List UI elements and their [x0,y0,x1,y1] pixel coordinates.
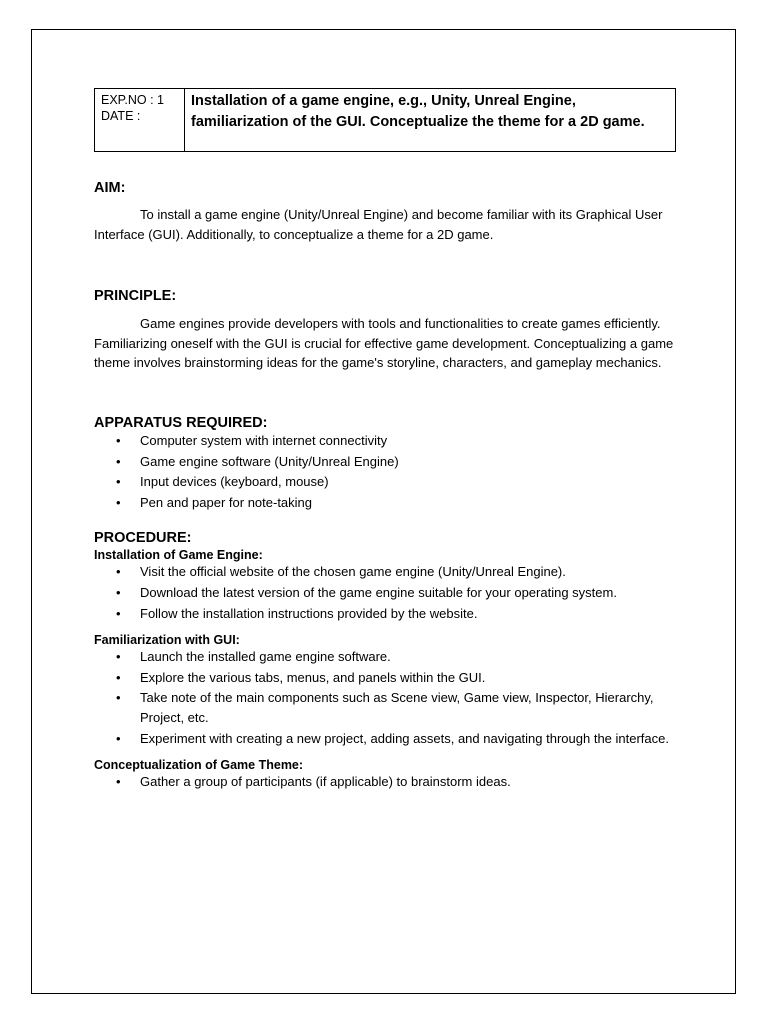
list-item [94,431,676,451]
bullet-icon: • [116,649,121,665]
list-item [94,493,676,513]
procedure-heading: PROCEDURE: [94,530,192,547]
bullet-icon: • [116,474,121,490]
list-item [94,688,676,727]
experiment-header-table [94,88,676,152]
bullet-icon: • [116,669,121,685]
list-item-text: Take note of the main components such as Scene view, Game view, Inspector, Hierarchy, Project, etc. [140,690,654,725]
list-item [94,729,676,749]
list-item [94,562,676,582]
apparatus-heading: APPARATUS REQUIRED: [94,414,268,431]
installation-steps-list [94,562,676,623]
list-item-text: Input devices (keyboard, mouse) [140,474,329,490]
list-item [94,604,676,624]
procedure-subheading-installation: Installation of Game Engine: [94,548,263,563]
bullet-icon: • [116,690,121,706]
list-item-text: Download the latest version of the game engine suitable for your operating system. [140,584,617,600]
gui-steps-list [94,647,676,748]
procedure-subheading-theme: Conceptualization of Game Theme: [94,758,304,773]
experiment-title: Installation of a game engine, e.g., Unity, Unreal Engine, familiarization of the GUI. Conceptualize the theme for a 2D game. [191,93,645,130]
list-item-text: Pen and paper for note-taking [140,494,313,510]
list-item-text: Follow the installation instructions provided by the website. [140,605,478,621]
list-item [94,668,676,688]
document-page [31,29,736,994]
aim-heading: AIM: [94,180,126,196]
bullet-icon: • [116,584,121,600]
list-item-text: Gather a group of participants (if applicable) to brainstorm ideas. [140,774,511,790]
experiment-date: DATE : [101,109,141,123]
theme-steps-list [94,772,676,792]
experiment-number: EXP.NO : 1 [101,93,164,107]
aim-text: To install a game engine (Unity/Unreal Engine) and become familiar with its Graphical User Interface (GUI). Additionally, to conceptualize a theme for a 2D game. [94,207,663,242]
bullet-icon: • [116,494,121,510]
principle-text: Game engines provide developers with tools and functionalities to create games efficiently. Familiarizing oneself with the GUI is crucial for effective game development. Conceptualizing a game theme involves brainstorming ideas for the game's storyline, characters, and gameplay mechanics. [94,316,674,371]
list-item-text: Launch the installed game engine software. [140,649,391,665]
apparatus-list [94,431,676,512]
list-item [94,452,676,472]
bullet-icon: • [116,774,121,790]
experiment-meta-cell [95,89,185,151]
procedure-subheading-gui: Familiarization with GUI: [94,633,240,648]
list-item-text: Visit the official website of the chosen game engine (Unity/Unreal Engine). [140,564,566,580]
list-item [94,647,676,667]
bullet-icon: • [116,432,121,448]
document-content [94,88,676,792]
list-item [94,772,676,792]
bullet-icon: • [116,730,121,746]
bullet-icon: • [116,605,121,621]
list-item-text: Game engine software (Unity/Unreal Engine) [140,453,399,469]
list-item-text: Explore the various tabs, menus, and panels within the GUI. [140,669,486,685]
list-item [94,583,676,603]
list-item-text: Experiment with creating a new project, adding assets, and navigating through the interface. [140,730,669,746]
principle-heading: PRINCIPLE: [94,288,177,305]
bullet-icon: • [116,564,121,580]
list-item-text: Computer system with internet connectivity [140,432,388,448]
bullet-icon: • [116,453,121,469]
list-item [94,472,676,492]
